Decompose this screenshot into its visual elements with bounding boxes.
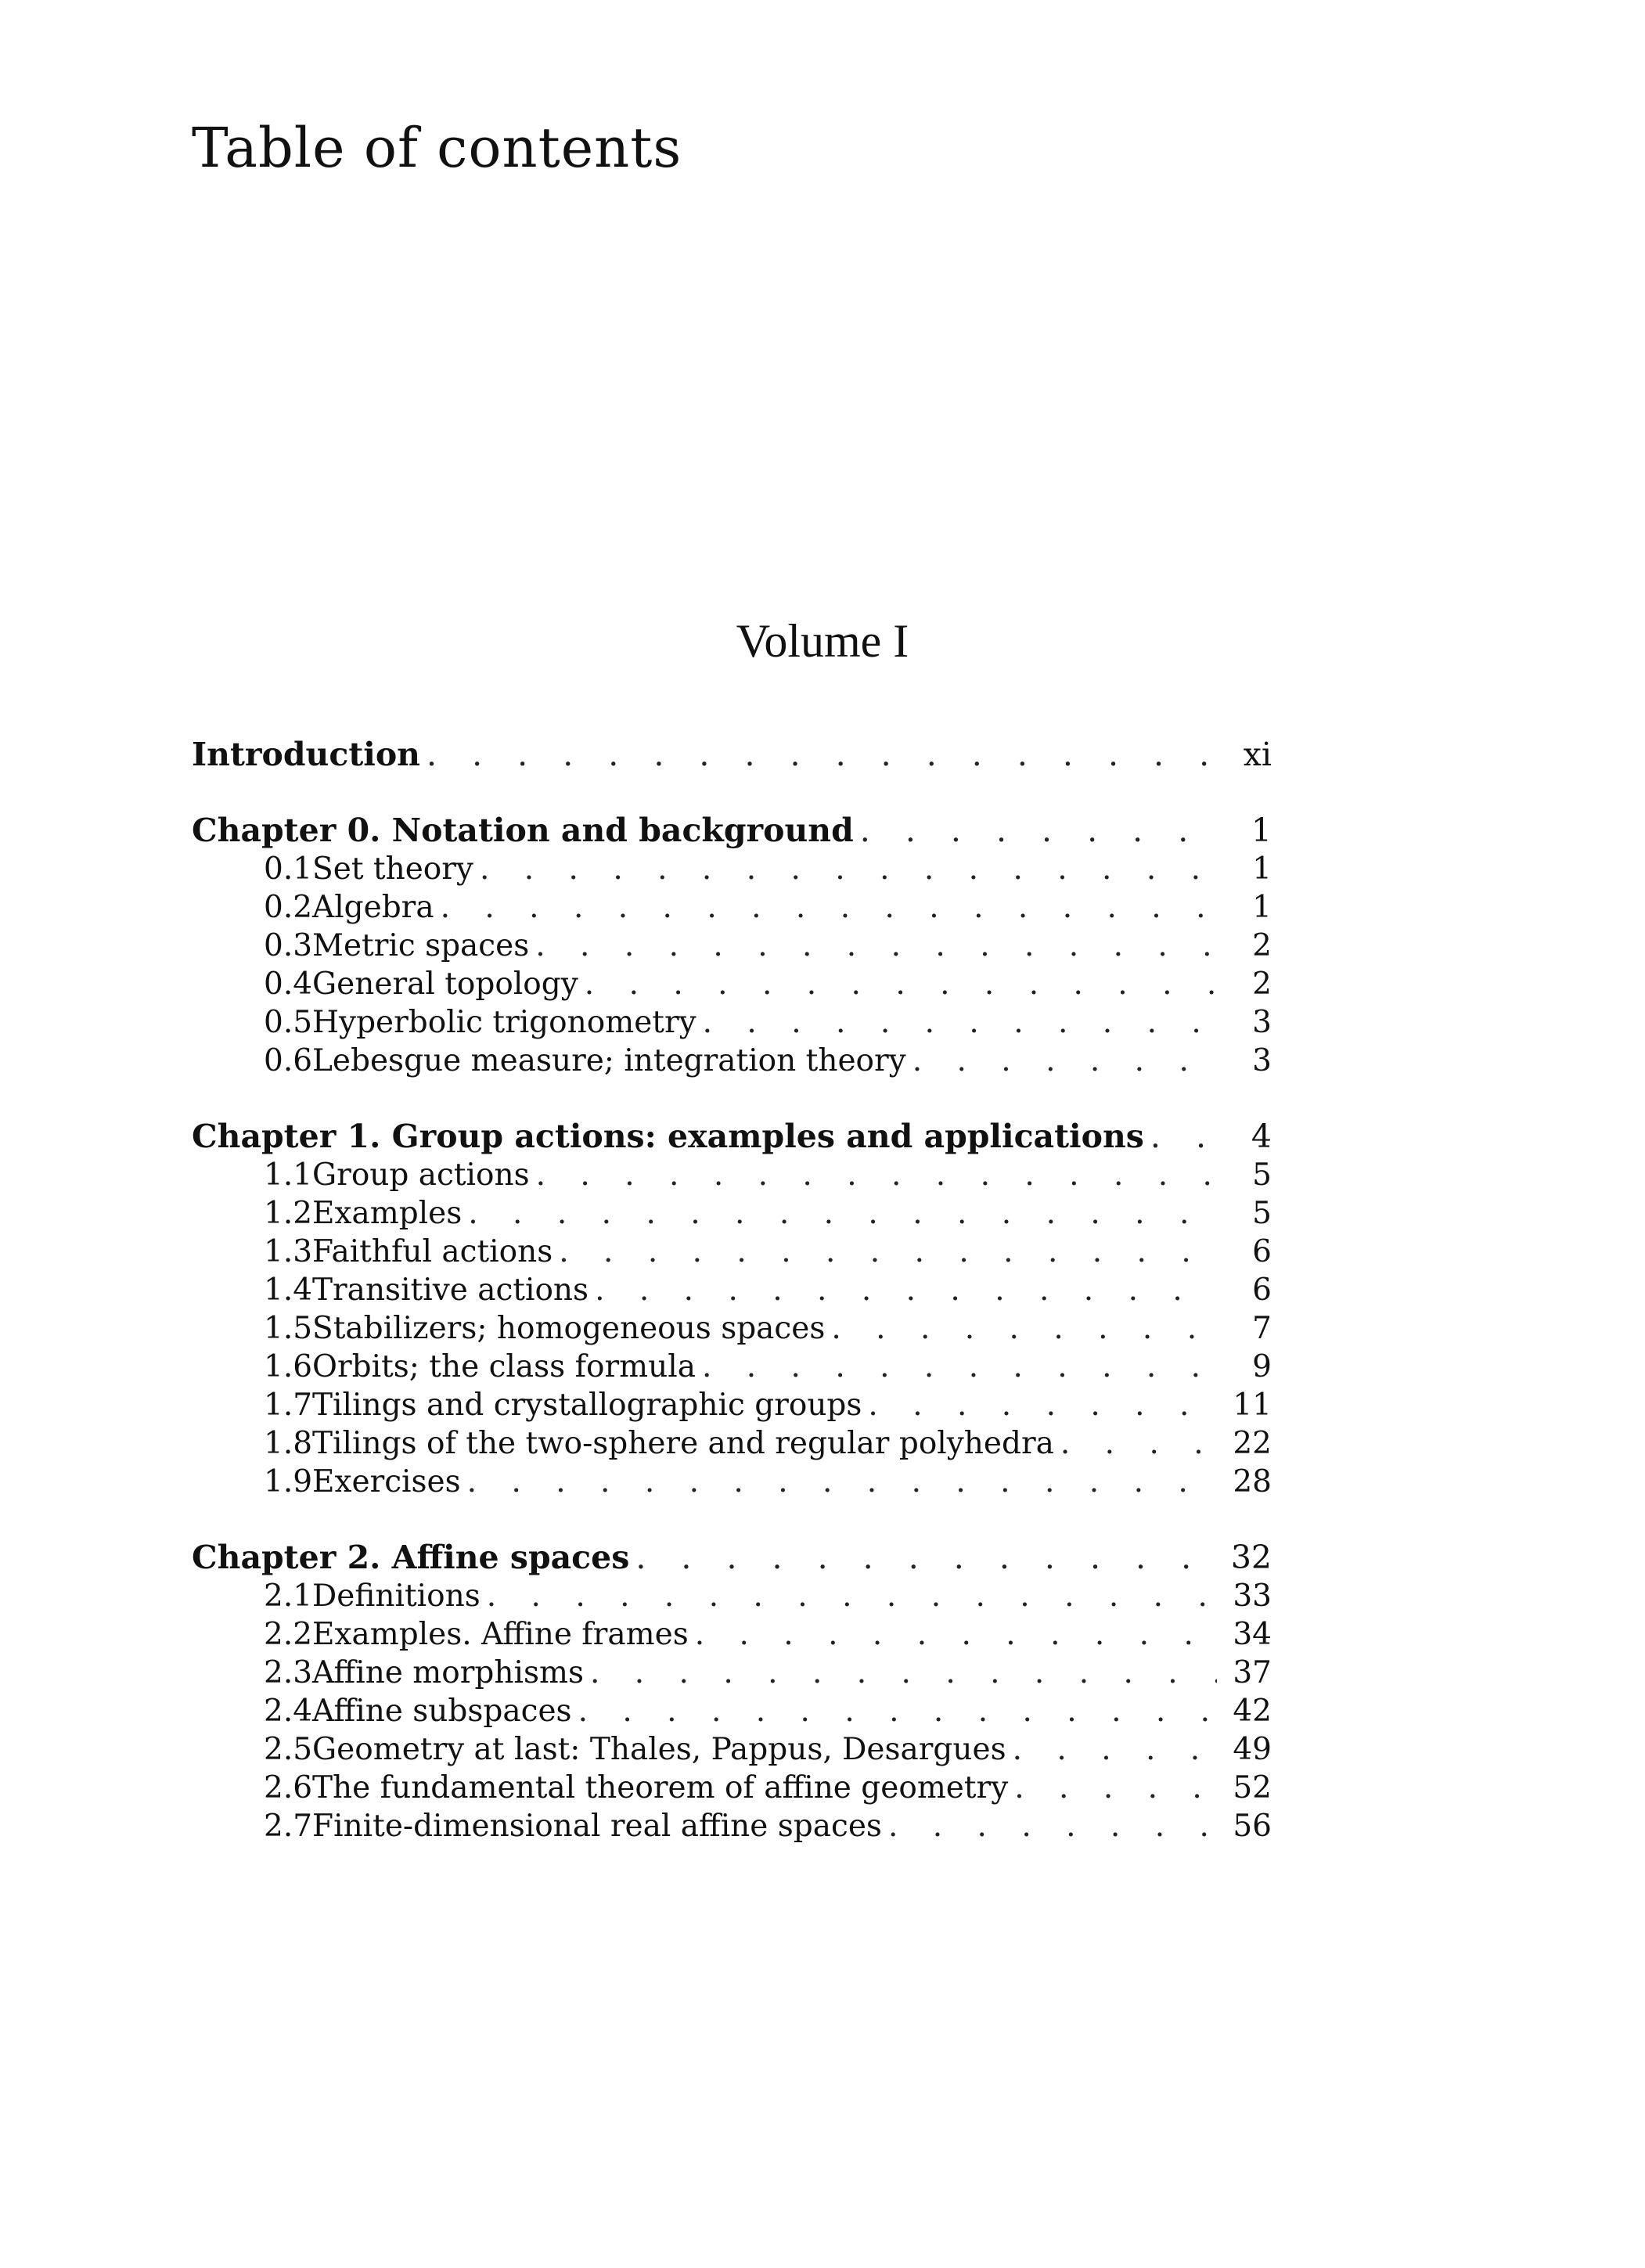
page-title: Table of contents (192, 116, 682, 180)
section-number: 2.1 (264, 1579, 313, 1614)
toc-entry-section[interactable] (192, 1003, 1272, 1042)
entry-page: 7 (1252, 1311, 1272, 1346)
entry-label: Definitions (312, 1579, 481, 1614)
dot-leader (1060, 1424, 1217, 1463)
dot-leader (1014, 1769, 1217, 1807)
entry-label: Faithful actions (312, 1234, 553, 1269)
toc-entry-section[interactable] (192, 1309, 1272, 1348)
entry-label: Geometry at last: Thales, Pappus, Desargues (312, 1732, 1006, 1767)
dot-leader (1013, 1730, 1217, 1769)
section-number: 2.2 (264, 1617, 313, 1652)
toc-entry-section[interactable] (192, 1194, 1272, 1233)
toc-entry-section[interactable] (192, 1730, 1272, 1769)
toc-entry-section[interactable] (192, 1463, 1272, 1501)
section-number: 2.6 (264, 1770, 313, 1805)
section-number: 2.7 (264, 1809, 313, 1844)
section-number: 2.4 (264, 1694, 313, 1729)
entry-label: General topology (312, 967, 578, 1002)
entry-label: Exercises (312, 1464, 461, 1499)
dot-leader (912, 1042, 1217, 1080)
toc-group-chapter-2 (192, 1539, 1272, 1845)
toc-entry-section[interactable] (192, 1577, 1272, 1615)
dot-leader (559, 1233, 1217, 1271)
entry-page: 3 (1252, 1005, 1272, 1040)
section-number: 1.3 (264, 1234, 313, 1269)
entry-page: 2 (1252, 967, 1272, 1002)
toc-entry-chapter[interactable] (192, 1539, 1272, 1577)
entry-label: Set theory (312, 851, 473, 887)
entry-page: 28 (1233, 1464, 1272, 1499)
section-number: 2.3 (264, 1655, 313, 1690)
dot-leader (536, 1156, 1217, 1194)
toc-entry-section[interactable] (192, 1654, 1272, 1692)
entry-page: 5 (1252, 1196, 1272, 1231)
entry-label: Tilings of the two-sphere and regular polyhedra (312, 1426, 1054, 1461)
entry-label: The fundamental theorem of affine geometry (312, 1770, 1009, 1805)
entry-label: Chapter 0. Notation and background (192, 812, 854, 849)
dot-leader (702, 1348, 1217, 1386)
section-number: 0.4 (264, 967, 313, 1002)
entry-label: Metric spaces (312, 928, 530, 963)
entry-page: 11 (1233, 1388, 1272, 1423)
toc-entry-section[interactable] (192, 888, 1272, 927)
entry-page: xi (1243, 736, 1272, 773)
entry-page: 22 (1233, 1426, 1272, 1461)
table-of-contents (192, 736, 1272, 1883)
entry-page: 1 (1251, 812, 1272, 849)
dot-leader (635, 1539, 1217, 1577)
toc-entry-section[interactable] (192, 1692, 1272, 1730)
toc-entry-introduction[interactable] (192, 736, 1272, 774)
entry-label: Stabilizers; homogeneous spaces (312, 1311, 826, 1346)
section-number: 1.2 (264, 1196, 313, 1231)
dot-leader (578, 1692, 1217, 1730)
entry-label: Group actions (312, 1157, 530, 1193)
section-number: 1.7 (264, 1388, 313, 1423)
entry-page: 4 (1251, 1118, 1272, 1155)
dot-leader (831, 1309, 1217, 1348)
toc-entry-section[interactable] (192, 1348, 1272, 1386)
section-number: 0.1 (264, 851, 313, 887)
entry-page: 2 (1252, 928, 1272, 963)
section-number: 1.4 (264, 1273, 313, 1308)
dot-leader (703, 1003, 1217, 1042)
entry-label: Orbits; the class formula (312, 1349, 696, 1384)
entry-page: 49 (1233, 1732, 1272, 1767)
toc-entry-section[interactable] (192, 1156, 1272, 1194)
section-number: 1.1 (264, 1157, 313, 1193)
toc-entry-section[interactable] (192, 1424, 1272, 1463)
toc-entry-section[interactable] (192, 1042, 1272, 1080)
entry-label: Chapter 2. Affine spaces (192, 1539, 630, 1576)
toc-entry-section[interactable] (192, 1769, 1272, 1807)
entry-label: Affine morphisms (312, 1655, 584, 1690)
toc-entry-chapter[interactable] (192, 812, 1272, 850)
toc-group-chapter-1 (192, 1118, 1272, 1501)
entry-page: 9 (1252, 1349, 1272, 1384)
dot-leader (1150, 1118, 1217, 1156)
section-number: 2.5 (264, 1732, 313, 1767)
dot-leader (441, 888, 1217, 927)
toc-entry-chapter[interactable] (192, 1118, 1272, 1156)
dot-leader (585, 965, 1217, 1003)
entry-page: 33 (1233, 1579, 1272, 1614)
entry-label: Introduction (192, 736, 420, 773)
entry-label: Algebra (312, 890, 434, 925)
section-number: 1.5 (264, 1311, 313, 1346)
dot-leader (868, 1386, 1217, 1424)
entry-page: 32 (1230, 1539, 1272, 1576)
section-number: 0.5 (264, 1005, 313, 1040)
dot-leader (468, 1194, 1217, 1233)
entry-page: 56 (1233, 1809, 1272, 1844)
section-number: 1.6 (264, 1349, 313, 1384)
entry-page: 34 (1233, 1617, 1272, 1652)
toc-entry-section[interactable] (192, 1615, 1272, 1654)
toc-entry-section[interactable] (192, 1271, 1272, 1309)
dot-leader (590, 1654, 1217, 1692)
entry-page: 37 (1233, 1655, 1272, 1690)
entry-page: 1 (1252, 890, 1272, 925)
entry-label: Transitive actions (312, 1273, 589, 1308)
entry-label: Tilings and crystallographic groups (312, 1388, 862, 1423)
dot-leader (480, 850, 1217, 888)
dot-leader (427, 736, 1217, 774)
section-number: 1.9 (264, 1464, 313, 1499)
entry-label: Examples (312, 1196, 463, 1231)
section-number: 0.3 (264, 928, 313, 963)
toc-entry-section[interactable] (192, 1386, 1272, 1424)
toc-entry-section[interactable] (192, 1233, 1272, 1271)
toc-entry-section[interactable] (192, 965, 1272, 1003)
dot-leader (860, 812, 1217, 850)
entry-page: 5 (1252, 1157, 1272, 1193)
entry-label: Finite-dimensional real affine spaces (312, 1809, 882, 1844)
entry-page: 1 (1252, 851, 1272, 887)
toc-entry-section[interactable] (192, 1807, 1272, 1845)
entry-label: Chapter 1. Group actions: examples and applications (192, 1118, 1144, 1155)
entry-label: Examples. Affine frames (312, 1617, 689, 1652)
section-number: 0.2 (264, 890, 313, 925)
entry-page: 52 (1233, 1770, 1272, 1805)
section-number: 0.6 (264, 1043, 313, 1078)
entry-page: 6 (1252, 1234, 1272, 1269)
dot-leader (595, 1271, 1217, 1309)
dot-leader (535, 927, 1217, 965)
entry-page: 3 (1252, 1043, 1272, 1078)
toc-group-introduction (192, 736, 1272, 774)
entry-label: Affine subspaces (312, 1694, 572, 1729)
dot-leader (467, 1463, 1217, 1501)
dot-leader (695, 1615, 1217, 1654)
toc-entry-section[interactable] (192, 927, 1272, 965)
section-number: 1.8 (264, 1426, 313, 1461)
entry-page: 42 (1233, 1694, 1272, 1729)
entry-page: 6 (1252, 1273, 1272, 1308)
dot-leader (487, 1577, 1217, 1615)
entry-label: Hyperbolic trigonometry (312, 1005, 697, 1040)
toc-group-chapter-0 (192, 812, 1272, 1080)
dot-leader (888, 1807, 1217, 1845)
toc-entry-section[interactable] (192, 850, 1272, 888)
entry-label: Lebesgue measure; integration theory (312, 1043, 906, 1078)
volume-title: Volume I (736, 615, 909, 667)
